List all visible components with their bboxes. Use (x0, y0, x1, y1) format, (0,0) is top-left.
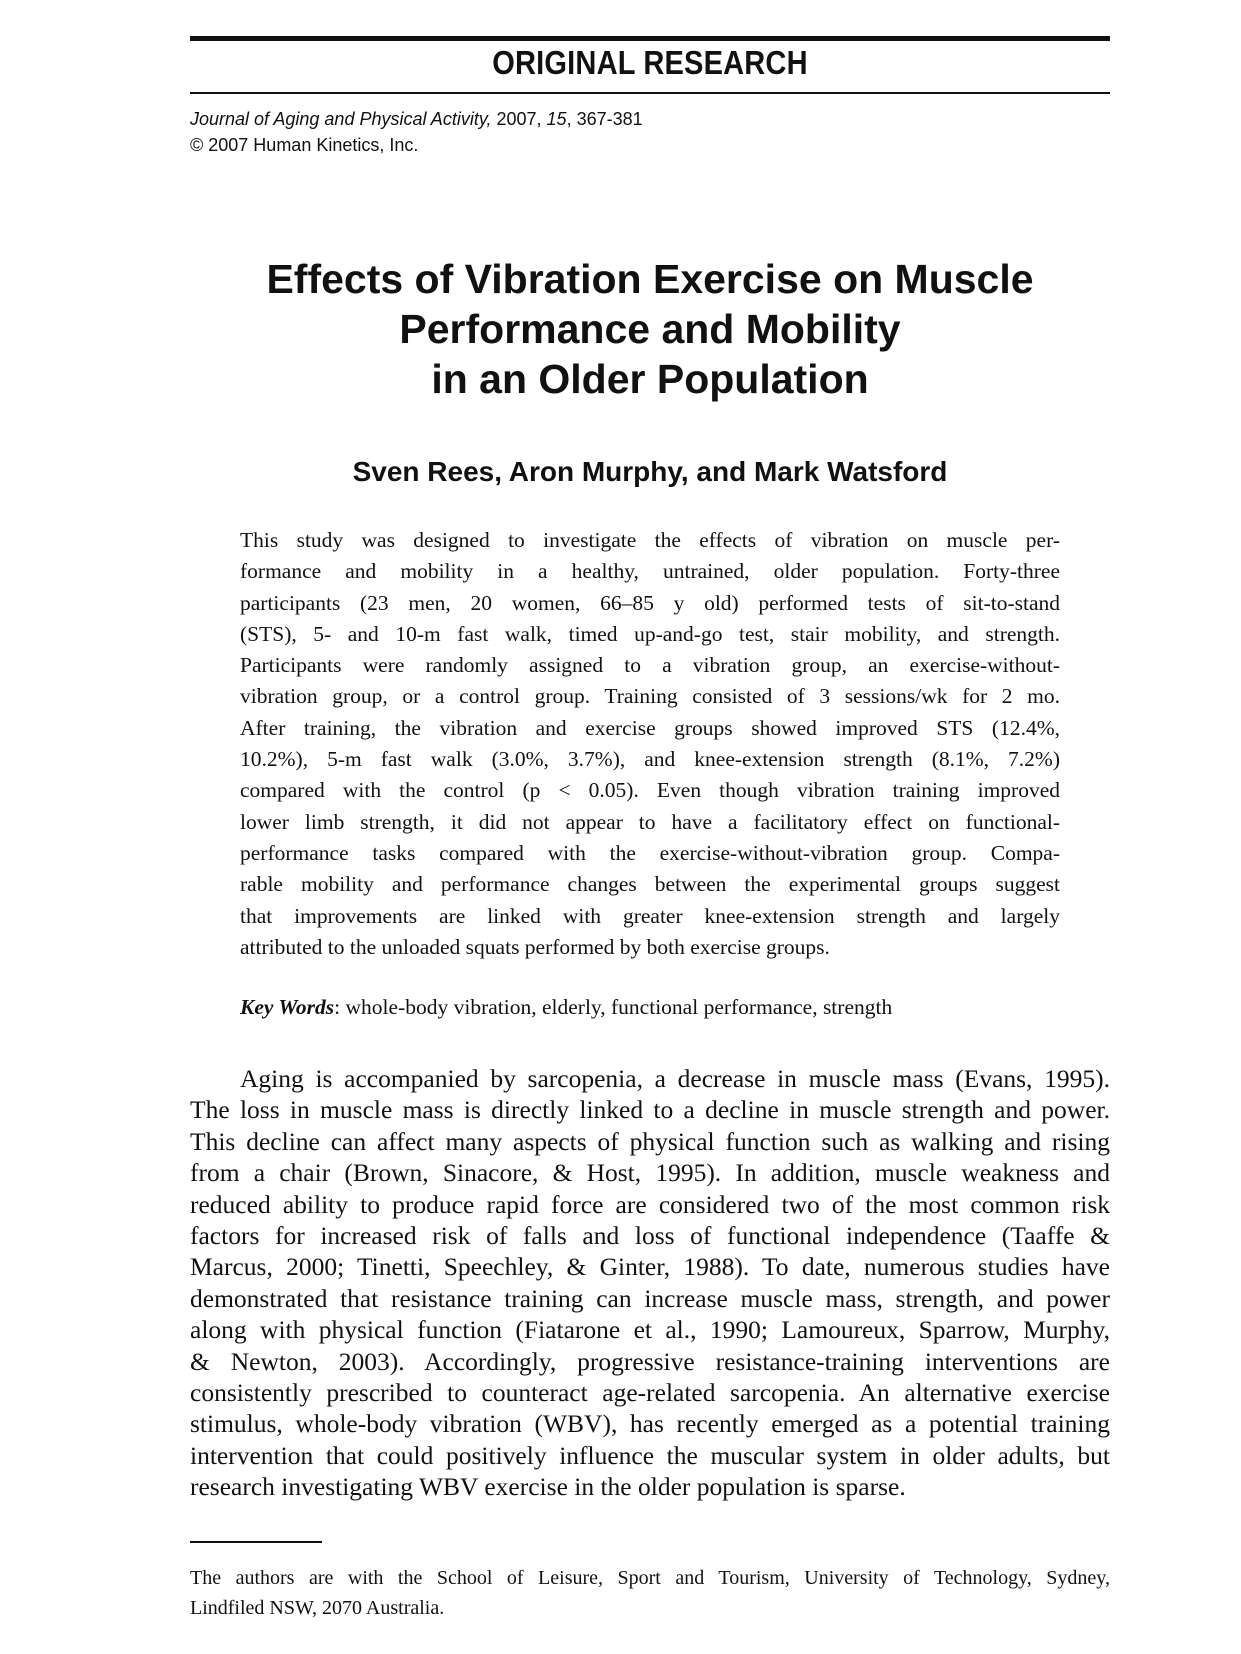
journal-citation (190, 106, 643, 158)
citation-year: 2007, (491, 109, 547, 129)
abstract-line: that improvements are linked with greater knee-extension strength and largely (240, 903, 1060, 928)
abstract (240, 525, 1060, 963)
body-line: factors for increased risk of falls and loss of functional independence (Taaffe & (190, 1221, 1110, 1251)
abstract-line: This study was designed to investigate the effects of vibration on muscle per- (240, 528, 1060, 552)
keywords-text: whole-body vibration, elderly, functional performance, strength (340, 995, 893, 1019)
body-line: from a chair (Brown, Sinacore, & Host, 1995). In addition, muscle weakness and (190, 1158, 1110, 1188)
author-list: Sven Rees, Aron Murphy, and Mark Watsford (352, 456, 948, 487)
abstract-line: 10.2%), 5-m fast walk (3.0%, 3.7%), and knee-extension strength (8.1%, 7.2%) (240, 747, 1060, 772)
abstract-line: Participants were randomly assigned to a vibration group, an exercise-without- (240, 653, 1060, 678)
header-top-rule (190, 36, 1110, 41)
footnote-rule (190, 1541, 322, 1543)
body-line: research investigating WBV exercise in the older population is sparse. (190, 1472, 906, 1502)
title-line: Effects of Vibration Exercise on Muscle (266, 256, 1034, 302)
abstract-line: formance and mobility in a healthy, untrained, older population. Forty-three (240, 559, 1060, 584)
abstract-line: compared with the control (p < 0.05). Even though vibration training improved (240, 778, 1060, 803)
citation-line (190, 106, 643, 132)
title-line: Performance and Mobility (399, 306, 901, 352)
journal-name: Journal of Aging and Physical Activity, (190, 109, 492, 129)
keywords (240, 992, 1060, 1022)
abstract-line: participants (23 men, 20 women, 66–85 y old) performed tests of sit-to-stand (240, 590, 1060, 615)
header-bottom-rule (190, 92, 1110, 94)
body-line: intervention that could positively influence the muscular system in older adults, but (190, 1440, 1110, 1470)
body-line: demonstrated that resistance training can increase muscle mass, strength, and power (190, 1283, 1110, 1313)
keywords-colon: : (334, 995, 341, 1019)
footnote-line: The authors are with the School of Leisure, Sport and Tourism, University of Technology, Sydney, (190, 1567, 1110, 1589)
body-line: reduced ability to produce rapid force are considered two of the most common risk (190, 1189, 1110, 1219)
citation-pages: , 367-381 (566, 109, 643, 129)
author-affiliation-footnote (190, 1563, 1110, 1623)
body-line: stimulus, whole-body vibration (WBV), has recently emerged as a potential training (190, 1409, 1110, 1439)
body-line: The loss in muscle mass is directly linked to a decline in muscle strength and power. (190, 1095, 1110, 1125)
section-label: ORIGINAL RESEARCH (492, 44, 808, 81)
body-line: along with physical function (Fiatarone et al., 1990; Lamoureux, Sparrow, Murphy, (190, 1315, 1110, 1345)
abstract-line: rable mobility and performance changes between the experimental groups suggest (240, 872, 1060, 897)
abstract-line: After training, the vibration and exercise groups showed improved STS (12.4%, (240, 715, 1060, 740)
article-title (190, 254, 1110, 404)
copyright-line: © 2007 Human Kinetics, Inc. (190, 135, 419, 155)
body-line: This decline can affect many aspects of physical function such as walking and rising (190, 1126, 1110, 1156)
abstract-line: attributed to the unloaded squats performed by both exercise groups. (240, 934, 830, 959)
abstract-line: (STS), 5- and 10-m fast walk, timed up-and-go test, stair mobility, and strength. (240, 621, 1060, 646)
citation-volume: 15 (546, 109, 567, 129)
abstract-line: vibration group, or a control group. Training consisted of 3 sessions/wk for 2 mo. (240, 684, 1060, 709)
footnote-line: Lindfiled NSW, 2070 Australia. (190, 1597, 445, 1619)
body-line: Marcus, 2000; Tinetti, Speechley, & Ginter, 1988). To date, numerous studies have (190, 1252, 1110, 1282)
body-line: Aging is accompanied by sarcopenia, a decrease in muscle mass (Evans, 1995). (240, 1064, 1110, 1093)
abstract-line: performance tasks compared with the exercise-without-vibration group. Compa- (240, 840, 1060, 865)
body-line: & Newton, 2003). Accordingly, progressive resistance-training interventions are (190, 1346, 1110, 1376)
title-line: in an Older Population (431, 356, 869, 402)
keywords-label: Key Words (240, 995, 335, 1019)
abstract-line: lower limb strength, it did not appear to have a facilitatory effect on functional- (240, 809, 1060, 834)
body-line: consistently prescribed to counteract age-related sarcopenia. An alternative exercise (190, 1378, 1110, 1408)
body-paragraph (190, 1063, 1110, 1503)
